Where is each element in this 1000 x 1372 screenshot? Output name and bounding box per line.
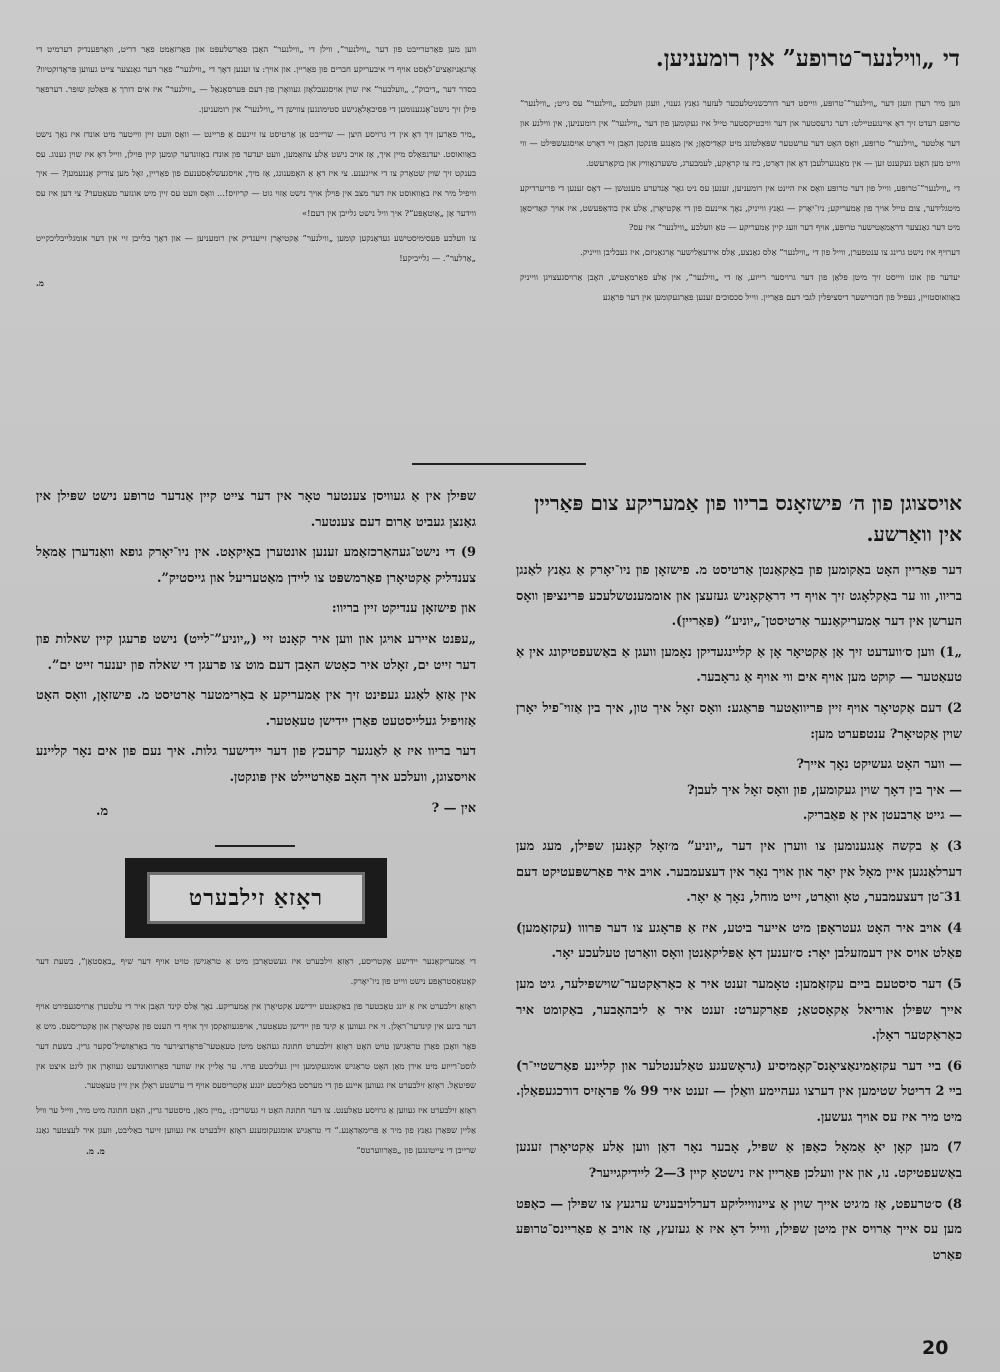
article-signature: מ.: [96, 804, 109, 820]
section-divider: [412, 463, 586, 465]
article-title: אויסצוגן פון ה׳ פישזאָנס בריוו פון אַמעריקע צום פּאַריין אין וואַרשע.: [534, 491, 962, 546]
article-paragraph: ראָזאַ זילבערט איז געווען אַ גרויסע טאַלענט. צו דער חתונה האָט זי געשריבן: „מיין מאַן, מיסטער גרין, האָט חתונה מיט מיר, ווייל ער וויל אַליין שפּאַרן גאַנץ פון מיר אַ פּרימאַדאָנע.” די טראַגיש אומגעקומענע ראָזאַ זילבערט איז געווען זייער באַליבט, וועגן איר לעצטער גאַנג שרייבן די צייטונגען פון „פאָרווערטס”: [36, 1105, 476, 1156]
article-paragraph: דער פּאַריין האָט באַקומען פון באַקאַנטן אַרטיסט מ. פישזאָן פון ניו־יאָרק אַ גאַנץ לאַנגן בריוו, ווו ער באַקלאָגט זיך אויף די דראַקאָניש געזעצן און אוממענטשלעכע פּרינציפּן וואָס הערשן אין דער אַמעריקאַנער אַרטיסטן־„יוניע” (פּאַריין).: [516, 563, 962, 630]
article-paragraph: דער בריוו איז אַ לאַנגער קרעכץ פון דער יידישער גלות. איך נעם פון אים נאָר קליינע אויסצוגן, וועלכע איך האָב פאַרטײלט אין פּונקטן.: [36, 744, 476, 785]
article-paragraph: יעדער פון אונז ווייסט זיך מיטן פלאַן פון דער גרויסער רייזע, אַז די „ווילנער”, אין אַלע פאַרמאַטיש, האָבן אַרויסגעצויגן ווייניק באַוואוסטזיין, געפיל פון חבורישער דיסציפּלין לגבי דעם פּאַריין. ווייל סכסוכים זענען פאַרגעקומען אין דער פּראָגע: [520, 272, 960, 303]
article-paragraph: אין אַזאַ לאַגע געפינט זיך אין אַמעריקע אַ באַרימטער אַרטיסט מ. פישזאָן, וואָס האָט אַזויפיל געלייסטעט פאַרן יידישן טעאַטער.: [36, 688, 476, 729]
article-paragraph: 6) ביי דער עקזאַמינאַציאָנס־קאָמיסיע (גראָשעגע טאַלענטלער און קליינע פאַרשטיי־ר) ביי 2 דריטל שטימען אין דערצו געהיימע וואַלן — זענט איר 99 % פּראָזיס דורכגעפאַלן. מיט מיר איז עס אויך געשען.: [516, 1058, 962, 1125]
article-paragraph: 9) די נישט־געהאַרכזאַמע זענען אונטערן באָיקאָט. אין ניו־יאָרק גופא וואַנדערן אַמאָל צענדליק אַקטיאָרן פאַרמשפּט צו לײדן מאַטעריעל און גייסטיק”.: [36, 545, 476, 586]
article-paragraph: ווען מען פאַרטרייבט פון דער „ווילנער”, ווילן די „ווילנער” האָבן פאַרשלעפּט און פאַרזאַמט פאַר דריט, וואָרפענדיק דערמיט די אָרגאַניזאַציע־לאַסט אויף די איבעריקע חברים פון פאַריין. און אויך: צו זענען דאָך די „ווילנער” פאַר דער גאַנצער צייט געווען פּראָדוקטיוו? בסדר דער „דיבוק”, „וועלבער” איז שוין אויסגעבלאָזן געוואָרן פון דעם פּערסאָנאַל — „ווילנער” איז אים דורך אַ פּאַלטן שופר. דערפאַר פּילן זיך נישט־אָנגענומען די פּסיכאָלאָגישע סטימונגען צווישן די „ווילנער” אין רומעניען.: [36, 44, 476, 114]
section-divider: [215, 845, 295, 847]
article-paragraph: דערויף איז נישט גרינג צו ענטפערן, ווייל פון די „ווילנער” אַלס גאַנצע, אַלס אידעאַלישער אָרגאַניזם, איז געבליבן ווייניק.: [580, 247, 960, 258]
article-vilner-continuation: [36, 40, 476, 425]
article-paragraph: 4) אויב איר האָט געטראָפן מיט אייער ביטע, איז אַ פּראָגע צו דער פּרווו (עקזאַמען) פאַלט אויס אין דעמזעלבן יאָר: ס׳זענען דאָ אַפּליקאַנטן וואָס וואַרטן טעלעכע יאָר.: [516, 920, 962, 962]
article-paragraph: די אַמעריקאַנער יידישע אַקטריסע, ראָזאַ זילבערט איז געשטאָרבן מיט אַ טראַגישן טויט אויף דער שיף „באַסטאָן”, בשעת דער קאַטאַסטראָפע נישט ווייט פון ניו־יאָרק.: [36, 956, 476, 986]
page-number: 20: [922, 1337, 949, 1359]
article-paragraph: צו וועלכע פּעסימיסטישע געדאַנקען קומען „ווילנער” אַקטיאָרן זייענדיק אין רומעניען — און דאָך בלייבן זיי אין דער אומגלייבליכקייט „אַדלער”. — גלייביקע!: [36, 233, 476, 264]
article-paragraph: 8) ס׳טרעפט, אַז מ׳גיט אייך שוין אַ ציינווייליקע דערלויבעניש ערגעץ צו שפּילן — כאַפּט מען עס אייך אַרויס אין מיטן שפּילן, ווייל דאָ איז אַ געזעץ, אַז אויב אַ פאַריינס־טרופּע פאַרט: [516, 1196, 962, 1263]
article-fishzon-letter: [516, 488, 962, 1308]
dialog-line: — איך בין דאָך שוין געקומען, פון וואָס זאָל איך לעבן?: [686, 782, 962, 798]
article-zilbert-obituary: [36, 952, 476, 1327]
dialog-line: — ווער האָט געשיקט נאָך אייך?: [796, 757, 962, 773]
dialog-line: — גייט אַרבעטן אין אַ פאַבריק.: [802, 808, 962, 824]
article-paragraph: אין — ?: [431, 800, 476, 816]
obituary-title: ראָזאַ זילבערט: [147, 872, 365, 924]
article-paragraph: „1) ווען ס׳וועדעט זיך אַן אַקטיאָר אָן אַ קליינגעדיקן נאָמען וועגן אַ באַשעפטיקונג אין אַ טעאַטער — קוקט מען אויף אים ווי אויף אַ גראָבער.: [516, 644, 962, 686]
article-paragraph: 2) דעם אַקטיאָר אויף זיין פּריוואַטער פּראַגע: וואָס זאָל איך טון, איך בין אַזוי־פיל יאָרן שוין אַקטיאָר? ענטפערט מען:: [516, 700, 962, 742]
article-paragraph: ווען מיר רעדן וועגן דער „ווילנער”־טרופּע, ווייסט דער דורכשניטלעכער לעזער גאַנץ גענוי, וועגן וועלכע „ווילנער” עס גייט; „ווילנער” טרופּע רעדט זיך דאָ איינגעטיילט: דער גרעסטער און דער וויכטיקסטער טייל איז געקומען פון דער „ווילנער” אין רומעניען, אין ווילנע און דער אַלטער „ווילנער” טרופּע, וואָס האָט דער ערשטער שפּאַלטונג מיט קאַדיסאָן; אין מאַנגע פּונקטן האָבן זיי דאָרט אויסגעשפּילט — ווי ווייט מען האָט געקענט זען — אין מאַנגערלעבן דאָ און דאָרט, ביז צו קראָקע, לעמבערג, טשערנאָוויץ און בוקאַרעשט.: [520, 98, 960, 168]
article-vilner-romania: [520, 44, 960, 454]
obituary-title-frame: [125, 858, 387, 938]
article-paragraph: „מיר פאַרען זיך דאָ אין די גרויסע היצן — שרייבט אַן אַרטיסט צו זיינעם אַ פּריינט — וואָס וועט זיין ווייטער מיט אונדז איז נאָך נישט באַוואוסט. יעדנפאַלס מיין איך, אַז אויב נישט אַלע צוזאַמען, וועט יעדער פון אונדז באַזונדער קומען קיין פּוילן, ווייל דאָ איז שוין גענוג. עס בענקט זיך שוין שטאַרק צו די אייגענע. צי איז דאָ אַ האָפענונג, אַז מיך, אויסגעשלאָסענעם פון פאַריין, זאָל מען צוריק אָננעמען? — איך וויפיל מיר איז באַוואוסט איז דער מצב אין פּוילן אויך נישט אַזוי גוט — קריזיס!... וואָס וועט עס זיין מיט אונזער טעאַטער? צי דען איז עס ווידער אַן „אַוטאָפּע”? איך וויל נישט גלייבן אין דעם!»: [36, 128, 476, 219]
article-signature: מ. מ.: [86, 1146, 105, 1157]
article-title: די „ווילנער־טרופע” אין רומעניען.: [655, 45, 960, 72]
article-paragraph: און פישזאָן ענדיקט זיין בריוו:: [331, 601, 476, 617]
article-fishzon-continuation: [36, 484, 476, 834]
article-paragraph: די „ווילנער”־טרופּע, ווייל פון דער טרופּע וואָס איז היינט אין רומעניען, זענען עס ניט גאָר אַנדערע מענטשן — דאָס זענען די פריערדיקע מיטגלידער, צום טייל אויך פון אַמעריקע; ניו־יאָרק — גאַנץ ווייניק, נאָך איינעם פון די אַקטיאָרן, אַלע אין בודאַפּעשט, איז אויך קאַדיסאָן מיט דער גאַנצער דראַמאַטישער טרופּע, אויף דער וועג קיין אַמעריקע — טאַ וועלכע „ווילנער” איז עס?: [520, 182, 960, 233]
article-paragraph: „עפּנט איירע אויגן און ווען איר קאָנט זיי („יוניע”־לײט) נישט פרעגן קיין שאלות פון דער זייט ים, זאָלט איר כאָטש האָבן דעם מוט צו פרעגן די שאלה פון יענער זייט ים”.: [36, 631, 476, 673]
article-paragraph: ראָזאַ זילבערט איז אַ יונג טאָכטער פון באַקאַנטע יידישע אַקטיאָרן אין אַמעריקע. נאָך אַלס קינד האָבן איר די עלטערן אַרויסגעפירט אויף דער בינע אין קינדער־ראָלן. זי איז געווען אַ קינד פון יידישן טעאַטער, אויפגעוואַקסן זיך אויף די הענט פון אַקטיאָרן און אַקטריסעס. מיט אַ פּאָר וואָכן פאַרן טראַגישן טויט האָט ראָזאַ זילבערט חתונה געהאַט מיטן טעאַטער־פּראָדוצירער מר באַראַזשיל־סקער גרין. בשעת דער לוסט־רייזע מיט אירן מאַן האָט טראַגיש אומגעקומען זיין געליבטע פרוי. ער אַליין איז שווער פאַרוואונדעט געוואָרן און ליגט איצט אין שפּיטאָל. ראָזאַ זילבערט איז געווען איינע פון די מערסט באַליבטע יונגע אַקטריסעס אויף די ערשטע ראָלן אין זיין טעאַטער.: [36, 1000, 476, 1091]
article-paragraph: שפּילן אין אַ געוויסן צענטער טאָר אין דער צייט קיין אַנדער טרופּע נישט שפּילן אין גאַנצן געביט אַרום דעם צענטער.: [36, 489, 476, 530]
article-paragraph: 5) דער סיסטעם ביים עקזאַמען: טאָמער זענט איר אַ כאַראַקטער־שוישפּילער, גיט מען אייך שפּילן אוריאל אַקאָסטאַ; פאַרקערט: זענט איר אַ ליבהאָבער, באַקומט איר כאַראַקטער ראָלן.: [516, 976, 962, 1044]
article-paragraph: 7) מען קאָן יאָ אַמאָל כאַפּן אַ שפּיל, אָבער נאָר דאַן ווען אַלע אַקטיאָרן זענען באַשעפטיקט. נו, און אין וועלכן פּאַריין איז נישטאָ קיין 3—2 לײדיקגייער?: [516, 1140, 962, 1182]
article-signature: מ.: [36, 277, 44, 288]
article-paragraph: 3) אַ בקשה אַנגענומען צו ווערן אין דער „יוניע” מ׳זאָל קאָנען שפּילן, מעג מען דערלאַנגען איין מאָל אין יאָר און אויך נאָר אין דעצעמבער. אויב איר פאַרשפּעטיקט דעם 31־טן דעצעמבער, טאָ וואַרט, זייט מוחל, נאָך אַ יאָר.: [516, 838, 962, 906]
